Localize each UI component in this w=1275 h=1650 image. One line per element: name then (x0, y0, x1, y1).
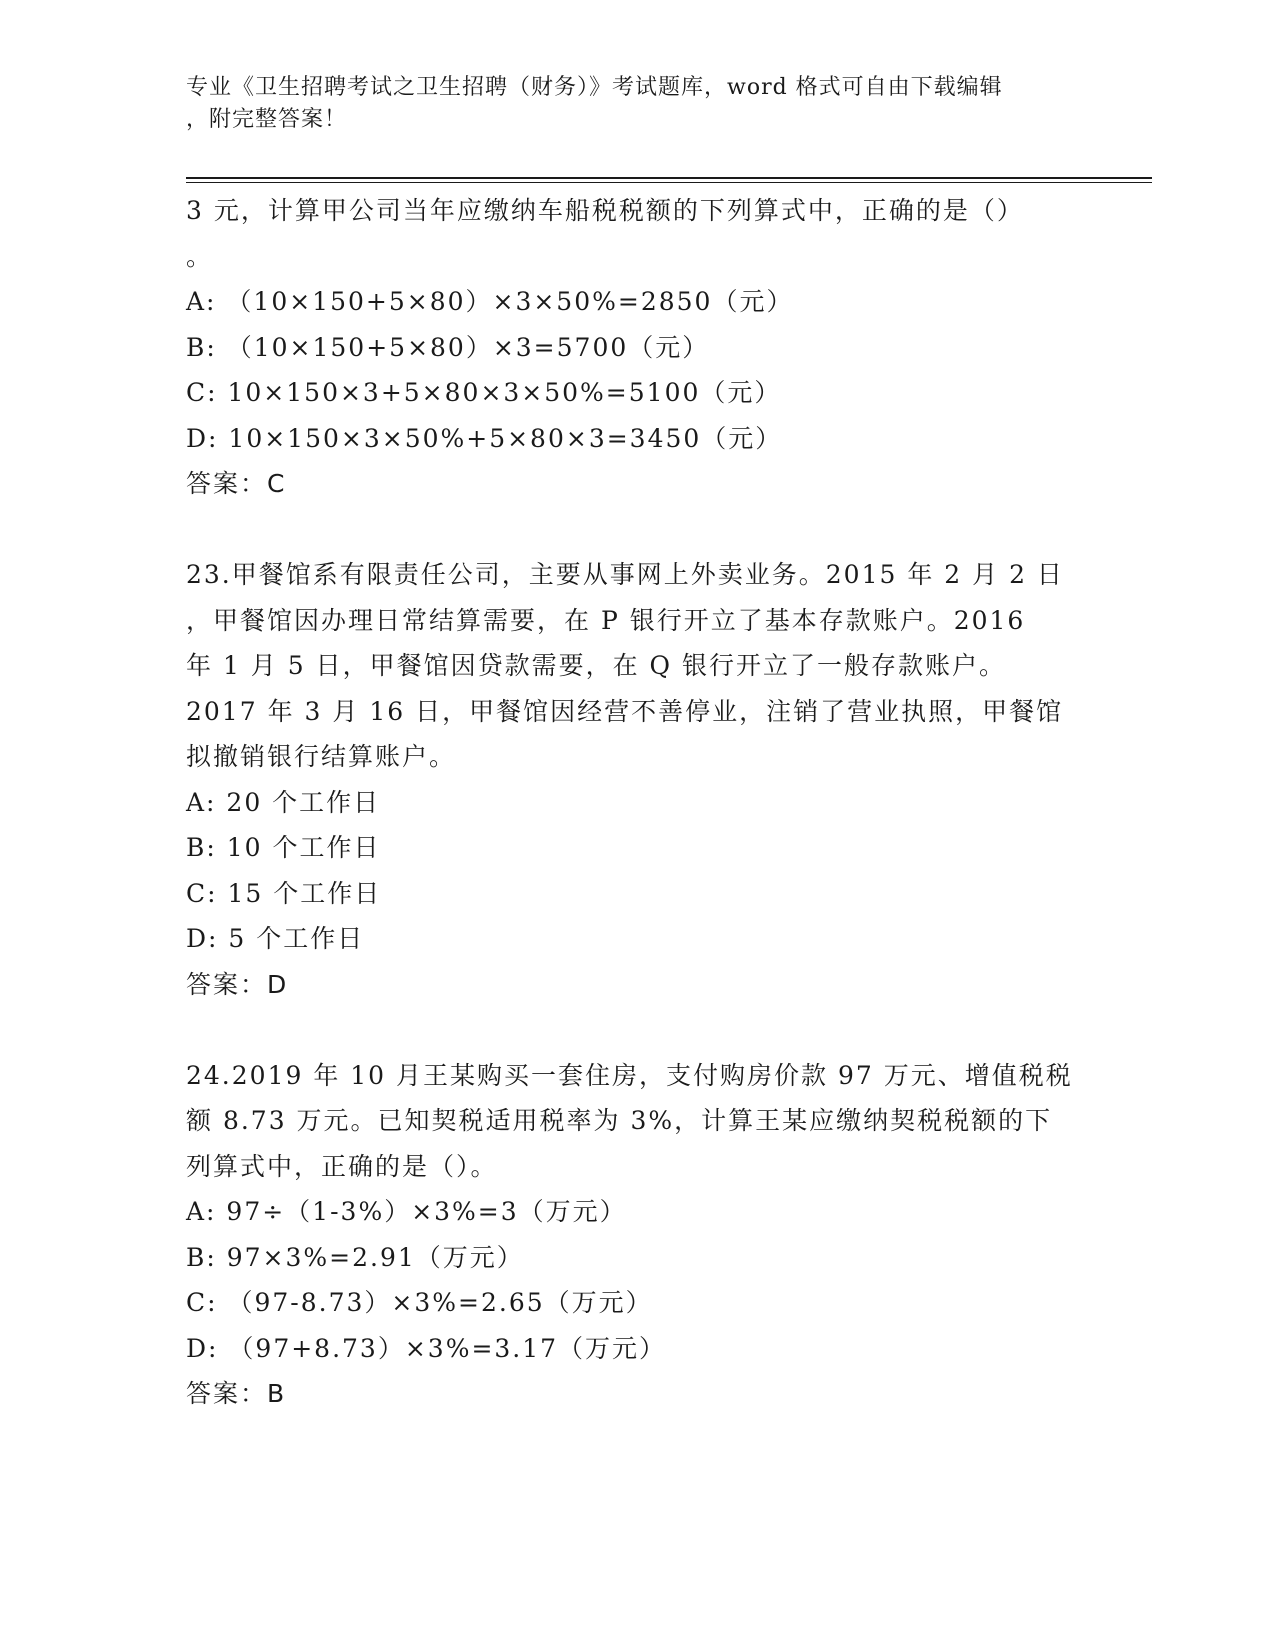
question-stem-line: 2017 年 3 月 16 日，甲餐馆因经营不善停业，注销了营业执照，甲餐馆 (186, 696, 1064, 726)
option-b: B: （10×150+5×80）×3=5700（元） (186, 332, 710, 362)
question-stem-line: 24.2019 年 10 月王某购买一套住房，支付购房价款 97 万元、增值税税 (186, 1060, 1073, 1090)
answer: 答案：D (186, 969, 289, 999)
question-stem-line: 23.甲餐馆系有限责任公司，主要从事网上外卖业务。2015 年 2 月 2 日 (186, 560, 1064, 589)
option-d: D: （97+8.73）×3%=3.17（万元） (186, 1333, 667, 1363)
question-stem-line: 3 元，计算甲公司当年应缴纳车船税税额的下列算式中，正确的是（） (186, 196, 1024, 225)
question-stem-line: 拟撤销银行结算账户。 (186, 742, 457, 771)
question-stem-line: 。 (186, 241, 214, 271)
option-c: C: 15 个工作日 (186, 878, 382, 908)
document-header (186, 72, 1066, 136)
answer: 答案：C (186, 469, 287, 498)
header-divider-thick (186, 177, 1152, 179)
option-a: A: 20 个工作日 (186, 787, 381, 817)
question-stem-line: 列算式中，正确的是（）。 (186, 1151, 498, 1181)
document-body (186, 188, 1086, 1417)
option-a: A: 97÷（1-3%）×3%=3（万元） (186, 1197, 627, 1226)
header-line-2: ，附完整答案！ (186, 107, 348, 132)
header-line-1: 专业《卫生招聘考试之卫生招聘（财务）》考试题库，word 格式可自由下载编辑 (186, 75, 1003, 100)
question-stem-line: 额 8.73 万元。已知契税适用税率为 3%，计算王某应缴纳契税税额的下 (186, 1106, 1053, 1135)
answer: 答案：B (186, 1379, 287, 1408)
spacer (186, 507, 1086, 553)
spacer (186, 1007, 1086, 1053)
question-23 (186, 552, 1086, 1007)
option-c: C: （97-8.73）×3%=2.65（万元） (186, 1288, 653, 1317)
question-22-tail (186, 188, 1086, 507)
option-d: D: 10×150×3×50%+5×80×3=3450（元） (186, 423, 783, 453)
option-b: B: 10 个工作日 (186, 833, 381, 862)
option-d: D: 5 个工作日 (186, 924, 365, 953)
option-b: B: 97×3%=2.91（万元） (186, 1242, 524, 1272)
question-24 (186, 1053, 1086, 1417)
option-c: C: 10×150×3+5×80×3×50%=5100（元） (186, 378, 782, 407)
option-a: A: （10×150+5×80）×3×50%=2850（元） (186, 287, 794, 316)
header-divider-thin (186, 182, 1152, 183)
question-stem-line: 年 1 月 5 日，甲餐馆因贷款需要，在 Q 银行开立了一般存款账户。 (186, 651, 1006, 680)
question-stem-line: ，甲餐馆因办理日常结算需要，在 P 银行开立了基本存款账户。2016 (186, 605, 1026, 635)
